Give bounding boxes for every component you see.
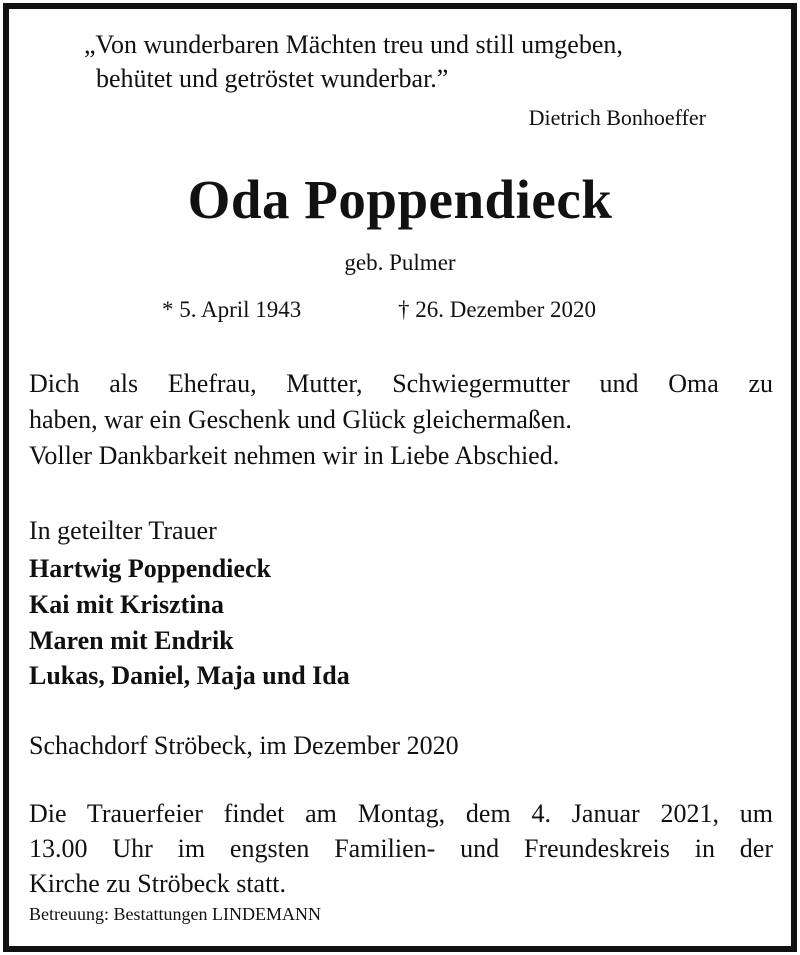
mourners-intro: In geteilter Trauer [29, 516, 217, 545]
birth-date: * 5. April 1943 [162, 297, 302, 322]
death-date: † 26. Dezember 2020 [398, 297, 596, 322]
mourner-name: Maren mit Endrik [29, 626, 234, 655]
funeral-line-3: Kirche zu Ströbeck statt. [29, 869, 287, 898]
message-line-1: Dich als Ehefrau, Mutter, Schwiegermutter und Oma zu [29, 369, 773, 398]
quote-line-2: behütet und getröstet wunderbar.” [96, 64, 449, 93]
mourner-name: Lukas, Daniel, Maja und Ida [29, 661, 350, 690]
message-line-2: haben, war ein Geschenk und Glück gleichermaßen. [29, 405, 572, 434]
message-line-3: Voller Dankbarkeit nehmen wir in Liebe Abschied. [29, 441, 560, 470]
mourner-name: Kai mit Krisztina [29, 590, 224, 619]
deceased-name: Oda Poppendieck [187, 169, 613, 230]
funeral-home-credit: Betreuung: Bestattungen LINDEMANN [29, 904, 321, 924]
quote-line-1: „Von wunderbaren Mächten treu und still umgeben, [84, 30, 623, 59]
birth-name: geb. Pulmer [344, 250, 456, 275]
funeral-line-1: Die Trauerfeier findet am Montag, dem 4. Januar 2021, um [29, 799, 773, 828]
funeral-line-2: 13.00 Uhr im engsten Familien- und Freundeskreis in der [29, 834, 773, 863]
quote-author: Dietrich Bonhoeffer [528, 105, 706, 130]
place-and-date: Schachdorf Ströbeck, im Dezember 2020 [29, 731, 459, 760]
mourner-name: Hartwig Poppendieck [29, 554, 271, 583]
